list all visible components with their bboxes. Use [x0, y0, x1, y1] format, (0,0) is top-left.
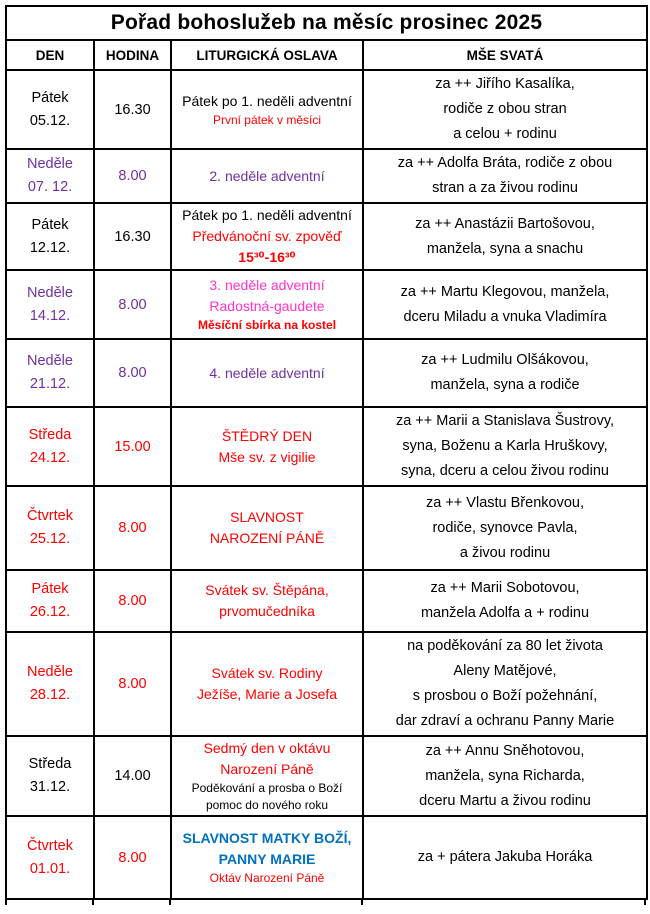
table-row	[6, 736, 647, 816]
mass-cell	[363, 407, 647, 486]
liturgy-line: Svátek sv. Štěpána,	[205, 582, 329, 598]
mass-line: syna, dceru a celou živou rodinu	[401, 463, 609, 479]
table-row	[6, 632, 647, 736]
mass-line: syna, Boženu a Karla Hruškovy,	[402, 438, 608, 454]
day-cell	[6, 339, 94, 407]
time-cell: 14.00	[94, 736, 171, 816]
day-date: 12.12.	[29, 239, 71, 256]
mass-line: manžela Adolfa a + rodinu	[420, 605, 590, 621]
liturgy-cell	[171, 570, 363, 632]
liturgy-line: 2. neděle adventní	[209, 167, 325, 184]
mass-line: dceru Martu a živou rodinu	[419, 792, 591, 809]
mass-line: za ++ Ludmilu Olšákovou,	[421, 352, 589, 368]
liturgy-cell	[171, 339, 363, 407]
liturgy-line: SLAVNOST	[230, 509, 304, 525]
table-row	[6, 70, 647, 149]
time-cell: 8.00	[94, 270, 171, 339]
table-row	[6, 149, 647, 203]
liturgy-cell	[171, 70, 363, 149]
liturgy-line: SLAVNOST MATKY BOŽÍ,	[182, 830, 352, 846]
time-cell: 8.00	[94, 149, 171, 203]
time-cell: 8.00	[94, 570, 171, 632]
mass-cell	[363, 486, 647, 570]
liturgy-cell	[171, 632, 363, 736]
page-title: Pořad bohoslužeb na měsíc prosinec 2025	[6, 6, 647, 40]
liturgy-line: Sedmý den v oktávu	[203, 740, 331, 756]
mass-cell	[363, 570, 647, 632]
day-cell	[6, 149, 94, 203]
liturgy-line: Pátek po 1. neděli adventní	[182, 92, 352, 109]
time-cell: 16.30	[94, 203, 171, 270]
day-weekday: Čtvrtek	[27, 837, 73, 854]
mass-line: na poděkování za 80 let života	[407, 638, 603, 654]
liturgy-line: 4. neděle adventní	[209, 364, 325, 381]
day-date: 31.12.	[29, 779, 71, 795]
table-row	[6, 486, 647, 570]
liturgy-line: Pátek po 1. neděli adventní	[182, 207, 352, 223]
cut-off-next-row	[5, 900, 646, 914]
liturgy-line: Mše sv. z vigilie	[218, 448, 316, 465]
day-weekday: Pátek	[31, 89, 69, 106]
title-row	[6, 6, 647, 40]
table-row	[6, 407, 647, 486]
mass-line: manžela, syna Richarda,	[425, 767, 585, 784]
day-cell	[6, 70, 94, 149]
mass-line: za ++ Marii a Stanislava Šustrovy,	[395, 413, 615, 429]
header-row	[6, 40, 647, 70]
day-date: 28.12.	[29, 687, 71, 703]
liturgy-line: prvomučedníka	[219, 603, 315, 619]
day-date: 14.12.	[29, 307, 71, 324]
column-border-stub	[361, 900, 363, 905]
day-cell	[6, 270, 94, 339]
liturgy-line: Narození Páně	[220, 761, 314, 777]
day-cell	[6, 203, 94, 270]
mass-line: za ++ Vlastu Břenkovou,	[426, 494, 584, 511]
mass-line: za ++ Annu Sněhotovou,	[425, 742, 585, 759]
mass-line: za + pátera Jakuba Horáka	[417, 849, 593, 865]
day-weekday: Neděle	[27, 284, 73, 301]
time-cell: 8.00	[94, 816, 171, 899]
time-cell: 15.00	[94, 407, 171, 486]
liturgy-cell	[171, 407, 363, 486]
liturgy-cell	[171, 203, 363, 270]
table-row	[6, 203, 647, 270]
time-cell: 8.00	[94, 339, 171, 407]
table-row	[6, 339, 647, 407]
table-body	[6, 70, 647, 899]
day-date: 05.12.	[29, 112, 71, 129]
liturgy-line: První pátek v měsíci	[212, 112, 322, 127]
column-border-stub	[92, 900, 94, 905]
day-date: 25.12.	[29, 531, 71, 547]
mass-cell	[363, 339, 647, 407]
mass-cell	[363, 270, 647, 339]
time-cell: 16.30	[94, 70, 171, 149]
day-cell	[6, 632, 94, 736]
liturgy-line: 3. neděle adventní	[209, 277, 325, 293]
liturgy-line: pomoc do nového roku	[205, 798, 329, 812]
mass-line: a živou rodinu	[459, 544, 551, 561]
column-header-den: DEN	[6, 40, 94, 70]
mass-line: dar zdraví a ochranu Panny Marie	[395, 713, 615, 729]
day-date: 26.12.	[29, 604, 71, 620]
liturgy-line: Radostná-gaudete	[209, 298, 325, 314]
mass-line: manžela, syna a snachu	[426, 240, 584, 257]
day-weekday: Čtvrtek	[27, 508, 73, 524]
day-weekday: Pátek	[31, 216, 69, 233]
mass-line: za ++ Marii Sobotovou,	[430, 580, 580, 596]
day-cell	[6, 486, 94, 570]
day-cell	[6, 736, 94, 816]
column-border-stub	[5, 900, 7, 905]
table-head	[6, 6, 647, 70]
day-date: 01.01.	[29, 860, 71, 877]
mass-line: rodiče, synovce Pavla,	[432, 519, 578, 536]
mass-line: dceru Miladu a vnuka Vladimíra	[403, 308, 607, 325]
mass-line: s prosbou o Boží požehnání,	[412, 688, 598, 704]
liturgy-line: PANNY MARIE	[218, 851, 316, 867]
mass-cell	[363, 70, 647, 149]
mass-line: stran a za živou rodinu	[432, 180, 578, 196]
schedule-table	[5, 5, 648, 900]
day-date: 07. 12.	[27, 179, 73, 195]
liturgy-line: NAROZENÍ PÁNĚ	[209, 530, 325, 546]
day-weekday: Neděle	[27, 156, 73, 172]
mass-line: manžela, syna a rodiče	[430, 377, 580, 393]
mass-line: za ++ Jiřího Kasalíka,	[435, 76, 575, 92]
liturgy-line: Měsíční sbírka na kostel	[197, 318, 337, 332]
table-row	[6, 570, 647, 632]
liturgy-cell	[171, 149, 363, 203]
day-weekday: Neděle	[27, 353, 73, 369]
day-cell	[6, 407, 94, 486]
mass-cell	[363, 632, 647, 736]
day-weekday: Středa	[28, 756, 72, 772]
liturgy-cell	[171, 486, 363, 570]
mass-line: za ++ Anastázii Bartošovou,	[415, 215, 595, 232]
mass-cell	[363, 149, 647, 203]
day-weekday: Neděle	[27, 664, 73, 680]
liturgy-line: Předvánoční sv. zpověď	[192, 228, 342, 244]
liturgy-line: 15³⁰-16³⁰	[238, 249, 296, 265]
column-header-liturgicka-oslava: LITURGICKÁ OSLAVA	[171, 40, 363, 70]
liturgy-line: Oktáv Narození Páně	[209, 871, 325, 885]
day-weekday: Středa	[28, 426, 72, 443]
day-date: 21.12.	[29, 376, 71, 392]
column-border-stub	[644, 900, 646, 905]
liturgy-line: ŠTĚDRÝ DEN	[221, 427, 313, 444]
mass-line: rodiče z obou stran	[443, 101, 567, 117]
mass-line: za ++ Adolfa Bráta, rodiče z obou	[397, 155, 613, 171]
mass-line: Aleny Matějové,	[453, 663, 557, 679]
column-header-mse-svata: MŠE SVATÁ	[363, 40, 647, 70]
day-weekday: Pátek	[31, 581, 69, 597]
column-header-hodina: HODINA	[94, 40, 171, 70]
liturgy-line: Svátek sv. Rodiny	[211, 665, 323, 681]
liturgy-line: Ježíše, Marie a Josefa	[196, 686, 338, 702]
mass-line: za ++ Martu Klegovou, manžela,	[400, 283, 610, 300]
day-date: 24.12.	[29, 449, 71, 466]
table-row	[6, 270, 647, 339]
liturgy-cell	[171, 736, 363, 816]
mass-line: a celou + rodinu	[453, 126, 557, 142]
liturgy-line: Poděkování a prosba o Boží	[191, 781, 343, 795]
time-cell: 8.00	[94, 632, 171, 736]
mass-cell	[363, 203, 647, 270]
column-border-stub	[169, 900, 171, 905]
liturgy-cell	[171, 270, 363, 339]
mass-cell	[363, 736, 647, 816]
day-cell	[6, 570, 94, 632]
time-cell: 8.00	[94, 486, 171, 570]
